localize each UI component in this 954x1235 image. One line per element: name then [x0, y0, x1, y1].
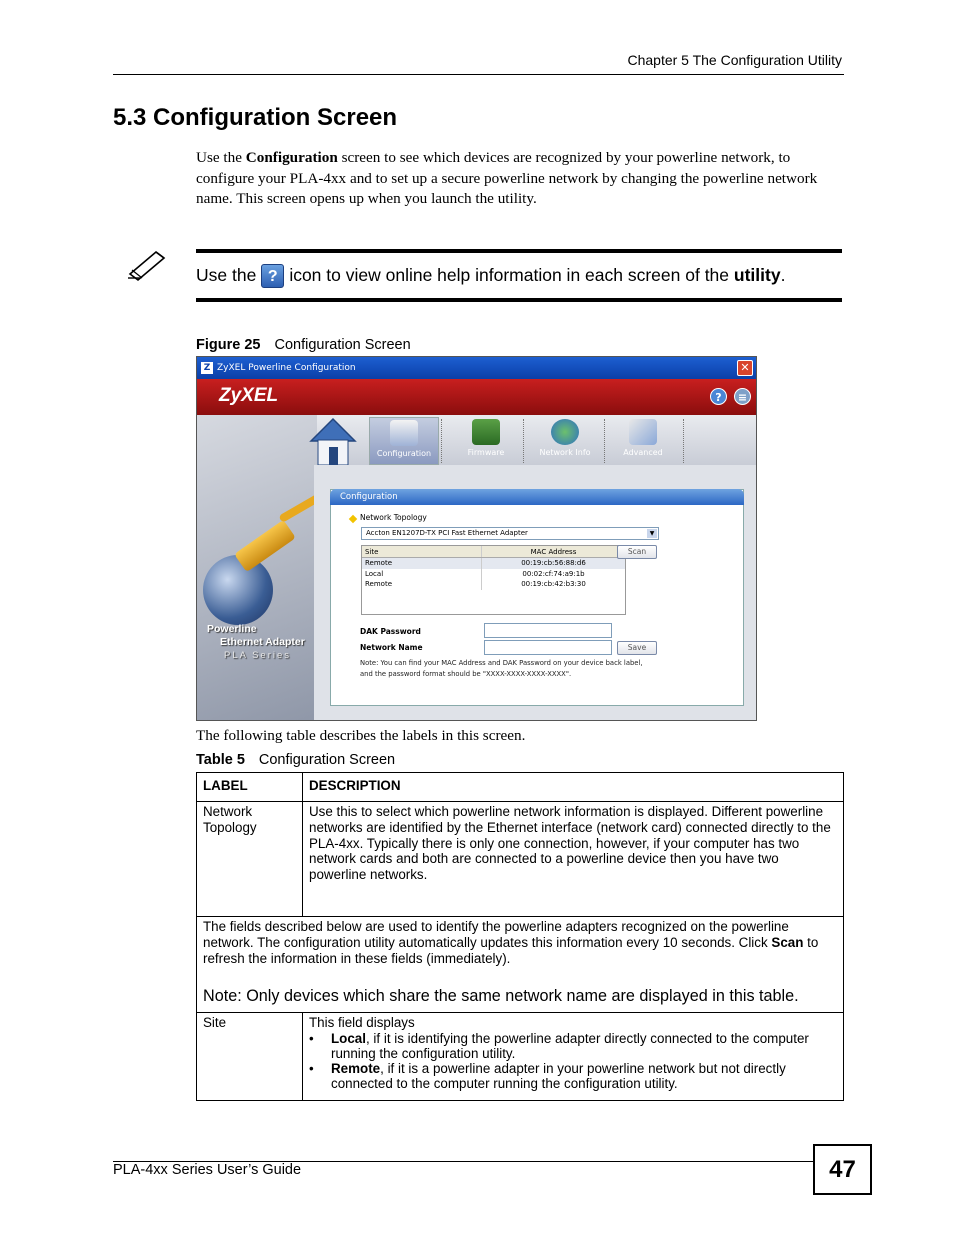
table-row — [197, 1013, 844, 1101]
table-row[interactable]: Remote 00:19:cb:56:88:d6 — [362, 558, 625, 569]
table-row — [197, 917, 844, 1013]
section-title: 5.3 Configuration Screen — [113, 104, 398, 131]
help-icon[interactable]: ? — [710, 388, 727, 405]
brand-bar — [197, 379, 757, 415]
close-icon[interactable]: ✕ — [737, 360, 753, 376]
nav-separator — [683, 419, 684, 463]
network-info-globe-icon — [551, 419, 579, 445]
home-icon — [305, 415, 361, 465]
window-title: ZyXEL Powerline Configuration — [217, 363, 356, 373]
intro-paragraph: Use the Configuration screen to see which devices are recognized by your powerline network, to configure your PLA-4xx and to set up a secure powerline network by changing the powerline network name. This screen opens up when you launch the utility. — [196, 149, 818, 208]
running-header: Chapter 5 The Configuration Utility — [627, 52, 842, 68]
device-table — [361, 545, 626, 615]
table-row[interactable]: Remote 00:19:cb:42:b3:30 — [362, 579, 625, 590]
list-item: • Remote, if it is a powerline adapter in your powerline network but not directly connected to the computer running the configuration utility. — [309, 1062, 837, 1091]
table-header — [362, 546, 625, 558]
note-box: Use the ? icon to view online help information in each screen of the utility . — [196, 249, 842, 302]
firmware-chip-icon — [472, 419, 500, 445]
table-row — [197, 802, 844, 917]
table-caption: Table 5 Configuration Screen — [196, 752, 396, 768]
figure-caption: Figure 25 Configuration Screen — [196, 337, 411, 353]
row-label: Network Topology — [197, 802, 303, 917]
network-name-input[interactable] — [484, 640, 612, 655]
document-icon[interactable]: ≡ — [734, 388, 751, 405]
zyxel-app-icon: Z — [201, 362, 213, 374]
nav-separator — [441, 419, 442, 463]
site-column-header[interactable]: Site — [362, 546, 482, 557]
chevron-down-icon[interactable]: ▼ — [647, 529, 657, 538]
product-graphic — [197, 415, 317, 721]
app-window — [196, 356, 757, 721]
page-number: 47 — [813, 1144, 872, 1195]
table-row[interactable]: Local 00:02:cf:74:a9:1b — [362, 569, 625, 580]
dak-password-label: DAK Password — [360, 627, 421, 636]
label-header: LABEL — [197, 773, 303, 802]
save-button[interactable]: Save — [617, 641, 657, 655]
nav-separator — [604, 419, 605, 463]
zyxel-logo: ZyXEL — [219, 385, 279, 406]
header-rule — [113, 74, 844, 75]
help-icon: ? — [261, 264, 284, 288]
tab-configuration[interactable]: Configuration — [369, 417, 439, 465]
scan-button[interactable]: Scan — [617, 545, 657, 559]
window-titlebar — [197, 357, 756, 379]
network-name-label: Network Name — [360, 643, 423, 652]
table-intro: The following table describes the labels in this screen. — [196, 727, 526, 744]
tab-firmware[interactable]: Firmware — [451, 417, 521, 465]
network-topology-select[interactable]: Accton EN1207D-TX PCI Fast Ethernet Adapter ▼ — [361, 527, 659, 540]
list-item: • Local, if it is identifying the powerline adapter directly connected to the computer running the configuration utility. — [309, 1032, 837, 1061]
row-label: Site — [197, 1013, 303, 1101]
bullet-list — [309, 1032, 837, 1091]
dak-password-input[interactable] — [484, 623, 612, 638]
description-header: DESCRIPTION — [303, 773, 844, 802]
configuration-icon — [390, 420, 418, 446]
globe-graphic — [203, 555, 273, 625]
description-table — [196, 772, 844, 1101]
panel-title: Configuration — [330, 489, 744, 505]
product-name: Powerline Ethernet Adapter PLA Series — [207, 623, 305, 661]
plug-graphic — [234, 520, 296, 572]
note-pencil-icon — [126, 248, 170, 282]
nav-separator — [523, 419, 524, 463]
app-note: Note: You can find your MAC Address and DAK Password on your device back label, and the password format should be "XXXX-XXXX-XXXX-XXXX". — [360, 659, 643, 678]
tab-network-info[interactable]: Network Info — [530, 417, 600, 465]
advanced-tools-icon — [629, 419, 657, 445]
network-topology-label: Network Topology — [360, 513, 427, 522]
span-note: Note: Only devices which share the same network name are displayed in this table. — [203, 987, 799, 1006]
row-description: This field displays • Local, if it is identifying the powerline adapter directly connected to the computer running the configuration utility. • Remote, if it is a powerline adapter in your powerline network but not directly connected to the computer running the configuration utility. — [303, 1013, 844, 1101]
table-header-row — [197, 773, 844, 802]
mac-column-header[interactable]: MAC Address — [530, 548, 577, 556]
tab-advanced[interactable]: Advanced — [608, 417, 678, 465]
row-description: Use this to select which powerline network information is displayed. Different powerline networks are identified by the Ethernet interface (network card) connected directly to the PLA-4xx. Typically there is only one connection, however, if your computer has two network cards and both are connected to a powerline device then you have two powerline networks. — [303, 802, 844, 917]
span-row: The fields described below are used to identify the powerline adapters recognized on the powerline network. The configuration utility automatically updates this information every 10 seconds. Click Scan to refresh the information in these fields (immediately). Note: Only devices which share the same network name are displayed in this table. — [197, 917, 844, 1013]
footer-guide-title: PLA-4xx Series User’s Guide — [113, 1162, 302, 1178]
